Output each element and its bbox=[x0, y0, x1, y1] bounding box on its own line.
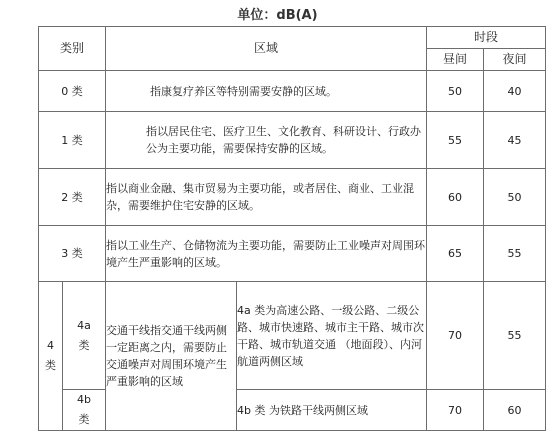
noise-standard-table bbox=[38, 26, 546, 431]
category-cell: 0 类 bbox=[39, 71, 106, 112]
day-value: 65 bbox=[427, 226, 484, 282]
night-value: 55 bbox=[484, 226, 546, 282]
night-value: 40 bbox=[484, 71, 546, 112]
table-row bbox=[39, 169, 546, 226]
category-cell: 1 类 bbox=[39, 112, 106, 169]
day-value: 50 bbox=[427, 71, 484, 112]
header-category: 类别 bbox=[39, 27, 106, 71]
table-row bbox=[39, 112, 546, 169]
night-value-4a: 55 bbox=[484, 282, 546, 390]
table-row bbox=[39, 226, 546, 282]
region-text: 指以居民住宅、医疗卫生、文化教育、科研设计、行政办公为主要功能，需要保持安静的区域。 bbox=[146, 125, 422, 155]
subcategory-4a-cell bbox=[63, 282, 106, 390]
subcategory-4b-label: 4b 类 bbox=[77, 393, 91, 426]
category-cell: 3 类 bbox=[39, 226, 106, 282]
subcategory-4b-cell bbox=[63, 390, 106, 431]
category-4-label: 4 类 bbox=[45, 339, 56, 372]
category-4-cell bbox=[39, 282, 63, 431]
header-day: 昼间 bbox=[427, 49, 484, 71]
night-value: 50 bbox=[484, 169, 546, 226]
night-value-4b: 60 bbox=[484, 390, 546, 431]
unit-label: 单位：dB(A) bbox=[237, 8, 318, 23]
class4-general-text: 交通干线指交通干线两侧一定距离之内，需要防止交通噪声对周围环境产生严重影响的区域 bbox=[106, 324, 228, 388]
region-cell: 指以商业金融、集市贸易为主要功能，或者居住、商业、工业混杂，需要维护住宅安静的区域。 bbox=[106, 169, 427, 226]
region-cell: 指康复疗养区等特别需要安静的区域。 bbox=[106, 71, 427, 112]
header-region: 区域 bbox=[106, 27, 427, 71]
region-cell-4b: 4b 类 为铁路干线两侧区域 bbox=[237, 390, 427, 431]
day-value-4a: 70 bbox=[427, 282, 484, 390]
region-cell-4a: 4a 类为高速公路、一级公路、二级公路、城市快速路、城市主干路、城市次干路、城市轨道交通 （地面段）、内河航道两侧区域 bbox=[237, 282, 427, 390]
class4-general-cell bbox=[106, 282, 237, 431]
day-value: 55 bbox=[427, 112, 484, 169]
table-row bbox=[39, 71, 546, 112]
region-cell: 指以工业生产、仓储物流为主要功能，需要防止工业噪声对周围环境产生严重影响的区域。 bbox=[106, 226, 427, 282]
header-night: 夜间 bbox=[484, 49, 546, 71]
day-value: 60 bbox=[427, 169, 484, 226]
day-value-4b: 70 bbox=[427, 390, 484, 431]
table-row-4a bbox=[39, 282, 546, 390]
region-cell bbox=[106, 112, 427, 169]
subcategory-4a-label: 4a 类 bbox=[77, 318, 91, 352]
night-value: 45 bbox=[484, 112, 546, 169]
header-period: 时段 bbox=[427, 27, 546, 49]
header-row-1 bbox=[39, 27, 546, 49]
category-cell: 2 类 bbox=[39, 169, 106, 226]
